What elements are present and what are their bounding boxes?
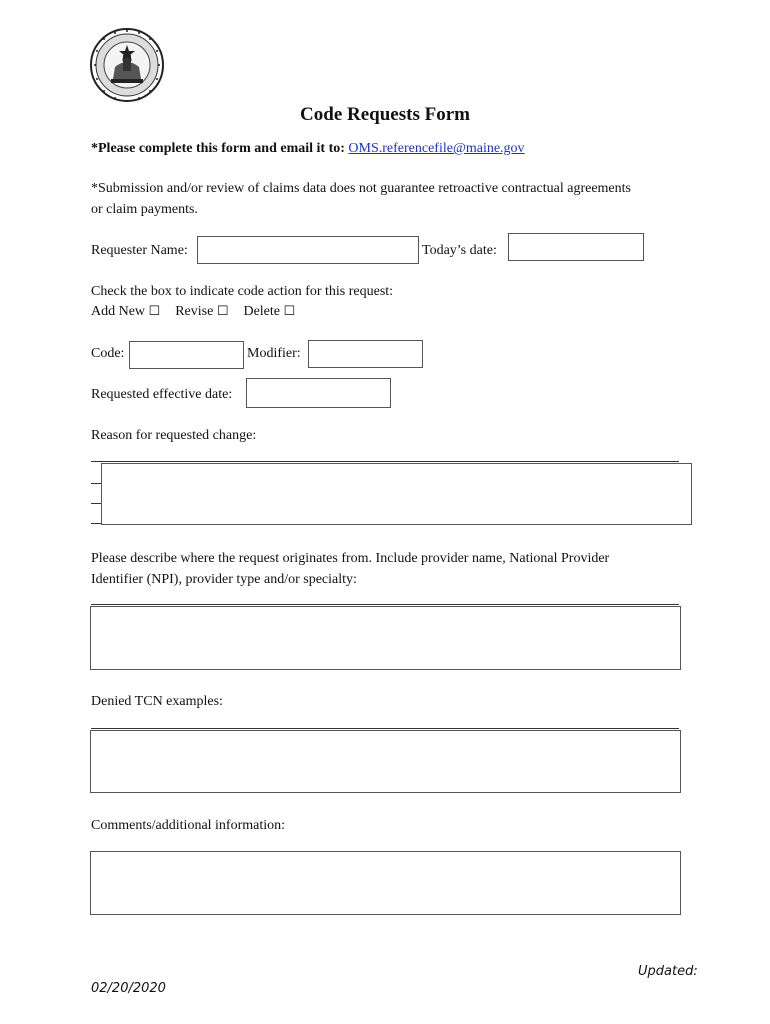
code-action-options	[91, 302, 295, 322]
reason-rule	[91, 461, 679, 462]
email-link[interactable]: OMS.referencefile@maine.gov	[348, 141, 525, 156]
denied-tcn-rule	[91, 728, 679, 729]
reason-label: Reason for requested change:	[91, 428, 257, 443]
revise-label: Revise	[175, 304, 214, 319]
denied-tcn-label: Denied TCN examples:	[91, 694, 223, 709]
reason-line-stub	[91, 503, 101, 504]
code-action-prompt: Check the box to indicate code action for this request:	[91, 284, 394, 299]
updated-date: 02/20/2020	[91, 981, 166, 996]
add-new-label: Add New	[91, 304, 146, 319]
disclaimer-line-1: *Submission and/or review of claims data does not guarantee retroactive contractual agreements	[91, 181, 631, 196]
add-new-checkbox[interactable]: ☐	[148, 304, 161, 319]
email-instructions	[91, 139, 525, 159]
effective-date-label: Requested effective date:	[91, 387, 233, 402]
instructions-prefix: *Please complete this form and email it to:	[91, 141, 345, 156]
comments-label: Comments/additional information:	[91, 818, 286, 833]
reason-line-stub	[91, 483, 101, 484]
maine-seal-logo	[89, 27, 165, 103]
disclaimer-line-2: or claim payments.	[91, 202, 198, 217]
origin-line-2: Identifier (NPI), provider type and/or specialty:	[91, 572, 357, 587]
code-label: Code:	[91, 346, 125, 361]
form-title: Code Requests Form	[300, 104, 470, 125]
revise-checkbox[interactable]: ☐	[216, 304, 229, 319]
delete-checkbox[interactable]: ☐	[283, 304, 296, 319]
denied-tcn-textarea[interactable]	[90, 730, 681, 793]
reason-textarea[interactable]	[101, 463, 692, 525]
origin-line-1: Please describe where the request originates from. Include provider name, National Provider	[91, 551, 610, 566]
origin-rule	[91, 604, 679, 605]
reason-line-stub	[91, 523, 101, 524]
comments-textarea[interactable]	[90, 851, 681, 915]
todays-date-label: Today’s date:	[422, 243, 497, 258]
code-input[interactable]	[129, 341, 244, 369]
modifier-label: Modifier:	[247, 346, 301, 361]
effective-date-input[interactable]	[246, 378, 391, 408]
modifier-input[interactable]	[308, 340, 423, 368]
updated-label: Updated:	[638, 964, 698, 979]
delete-label: Delete	[243, 304, 280, 319]
origin-textarea[interactable]	[90, 606, 681, 670]
todays-date-input[interactable]	[508, 233, 644, 261]
requester-name-input[interactable]	[197, 236, 419, 264]
requester-name-label: Requester Name:	[91, 243, 188, 258]
